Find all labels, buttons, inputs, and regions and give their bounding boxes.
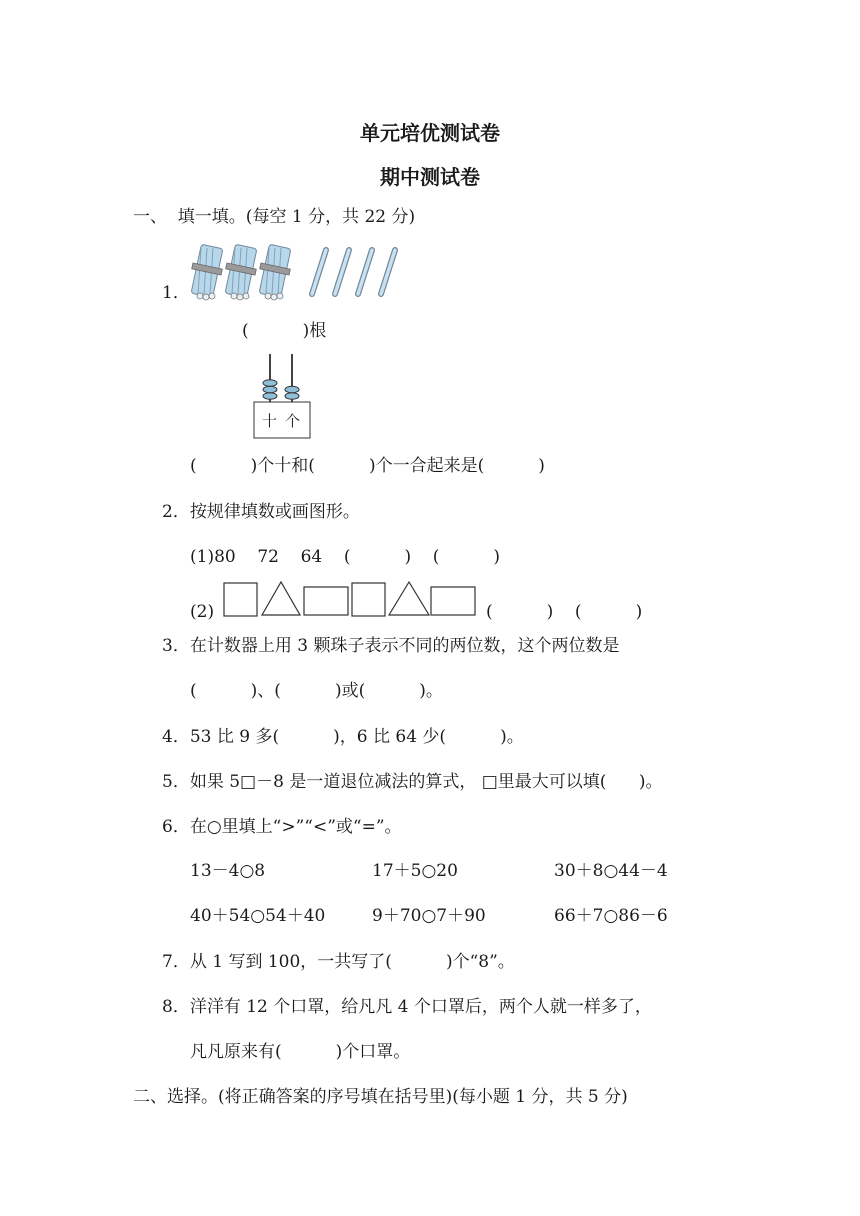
question-3-line-1: 3．在计数器上用 3 颗珠子表示不同的两位数，这个两位数是 bbox=[162, 636, 620, 656]
question-1-number: 1． bbox=[162, 283, 190, 303]
sequence-2-blanks: ( ) ( ) bbox=[486, 602, 643, 622]
compare-item: 9＋70○7＋90 bbox=[372, 906, 486, 926]
square-shape bbox=[352, 583, 385, 616]
sequence-1: (1)80 72 64 ( ) ( ) bbox=[190, 547, 501, 567]
question-7: 7．从 1 写到 100，一共写了( )个“8”。 bbox=[162, 952, 515, 972]
compare-item: 30＋8○44－4 bbox=[554, 861, 668, 881]
stick-bundle bbox=[259, 244, 291, 300]
stick-bundle bbox=[191, 244, 223, 300]
question-6: 6．在○里填上“>”“<”或“=”。 bbox=[162, 817, 402, 837]
abacus-bead bbox=[285, 386, 299, 393]
single-stick bbox=[358, 250, 372, 294]
abacus-bead bbox=[263, 393, 277, 400]
abacus-label-ones: 个 bbox=[285, 412, 301, 430]
question-8-line-2: 凡凡原来有( )个口罩。 bbox=[190, 1042, 411, 1062]
rectangle-shape bbox=[431, 587, 475, 615]
sequence-2-prefix: (2) bbox=[190, 602, 215, 622]
question-2: 2．按规律填数或画图形。 bbox=[162, 502, 360, 522]
section-2-heading: 二、选择。(将正确答案的序号填在括号里)(每小题 1 分，共 5 分) bbox=[133, 1087, 628, 1107]
abacus-figure bbox=[252, 350, 314, 440]
question-3-line-2: ( )、( )或( )。 bbox=[190, 681, 443, 701]
page-title: 单元培优测试卷 bbox=[360, 121, 500, 145]
abacus-bead bbox=[263, 380, 277, 387]
question-4: 4．53 比 9 多( )，6 比 64 少( )。 bbox=[162, 727, 524, 747]
single-stick bbox=[381, 250, 395, 294]
sticks-answer: ( )根 bbox=[242, 321, 327, 341]
stick-bundle bbox=[225, 244, 257, 300]
compare-item: 13－4○8 bbox=[190, 861, 266, 881]
triangle-shape bbox=[262, 582, 300, 615]
question-5: 5．如果 5□－8 是一道退位减法的算式， □里最大可以填( )。 bbox=[162, 772, 663, 792]
triangle-shape bbox=[389, 582, 429, 615]
section-1-heading: 一、 填一填。(每空 1 分，共 22 分) bbox=[133, 207, 416, 227]
single-stick bbox=[335, 250, 349, 294]
abacus-bead bbox=[263, 386, 277, 393]
compare-item: 40＋54○54＋40 bbox=[190, 906, 326, 926]
page-subtitle: 期中测试卷 bbox=[380, 165, 480, 189]
square-shape bbox=[224, 583, 257, 616]
sticks-figure bbox=[186, 240, 401, 302]
abacus-answer: ( )个十和( )个一合起来是( ) bbox=[190, 456, 545, 476]
question-8-line-1: 8．洋洋有 12 个口罩，给凡凡 4 个口罩后，两个人就一样多了， bbox=[162, 997, 652, 1017]
abacus-label-tens: 十 bbox=[262, 412, 278, 430]
shape-pattern bbox=[222, 578, 477, 618]
abacus-bead bbox=[285, 393, 299, 400]
rectangle-shape bbox=[304, 587, 348, 615]
compare-item: 66＋7○86－6 bbox=[554, 906, 668, 926]
single-stick bbox=[312, 250, 326, 294]
compare-item: 17＋5○20 bbox=[372, 861, 458, 881]
